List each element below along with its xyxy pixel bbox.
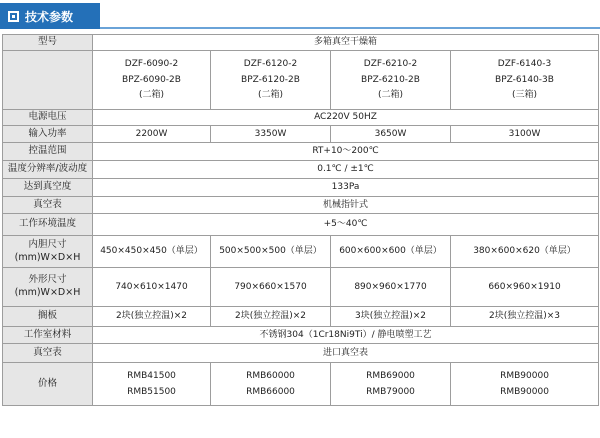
price-value: RMB51500: [127, 386, 176, 397]
inner-size-value: 450×450×450（单层）: [93, 236, 211, 268]
inner-size-unit: (mm)W×D×H: [14, 251, 81, 263]
power-supply-value: AC220V 50HZ: [93, 110, 599, 126]
vacuum-gauge-label: 真空表: [3, 197, 93, 214]
shelves-value: 3块(独立控温)×2: [331, 307, 451, 327]
table-row-shelves: [3, 307, 599, 327]
input-power-value: 3650W: [331, 126, 451, 143]
price-value: RMB69000: [366, 371, 415, 382]
price-value: RMB66000: [246, 386, 295, 397]
table-row-model-codes: [3, 51, 599, 110]
temp-resolution-value: 0.1℃ / ±1℃: [93, 161, 599, 179]
model-code: DZF-6210-2: [363, 59, 418, 70]
price-value: RMB90000: [500, 386, 549, 397]
shelves-value: 2块(独立控温)×2: [211, 307, 331, 327]
model-boxes: (三箱): [511, 90, 538, 101]
outer-size-value: 890×960×1770: [331, 268, 451, 307]
model-label: 型号: [3, 35, 93, 51]
price-label: 价格: [3, 363, 93, 406]
price-value: RMB79000: [366, 386, 415, 397]
temp-range-value: RT+10～200℃: [93, 143, 599, 161]
inner-size-value: 500×500×500（单层）: [211, 236, 331, 268]
model-boxes: (二箱): [257, 90, 284, 101]
table-row-temp-resolution: [3, 161, 599, 179]
table-row-inner-size: [3, 236, 599, 268]
table-row-temp-range: [3, 143, 599, 161]
model-boxes: (二箱): [138, 90, 165, 101]
input-power-value: 3350W: [211, 126, 331, 143]
price-value: RMB90000: [500, 371, 549, 382]
vacuum-gauge-2-value: 进口真空表: [93, 344, 599, 363]
spec-table: [2, 34, 599, 406]
model-alt-code: BPZ-6120-2B: [241, 74, 300, 85]
outer-size-value: 790×660×1570: [211, 268, 331, 307]
inner-size-label-cell: [3, 236, 93, 268]
table-row-outer-size: [3, 268, 599, 307]
vacuum-degree-value: 133Pa: [93, 179, 599, 197]
section-header: [0, 3, 600, 29]
model-cell-3: [331, 51, 451, 110]
chamber-material-value: 不锈钢304（1Cr18Ni9Ti）/ 静电喷塑工艺: [93, 327, 599, 344]
table-row-model: [3, 35, 599, 51]
price-cell-2: [211, 363, 331, 406]
square-bullet-icon: [8, 11, 19, 22]
outer-size-value: 740×610×1470: [93, 268, 211, 307]
price-value: RMB60000: [246, 371, 295, 382]
price-cell-4: [451, 363, 599, 406]
model-alt-code: BPZ-6090-2B: [122, 74, 181, 85]
section-header-tab: [0, 3, 100, 29]
input-power-value: 2200W: [93, 126, 211, 143]
model-cell-1: [93, 51, 211, 110]
table-row-vacuum-degree: [3, 179, 599, 197]
price-cell-3: [331, 363, 451, 406]
vacuum-gauge-2-label: 真空表: [3, 344, 93, 363]
vacuum-degree-label: 达到真空度: [3, 179, 93, 197]
inner-size-value: 380×600×620（单层）: [451, 236, 599, 268]
vacuum-gauge-value: 机械指针式: [93, 197, 599, 214]
outer-size-label-cell: [3, 268, 93, 307]
ambient-temp-value: +5～40℃: [93, 214, 599, 236]
inner-size-label: 内胆尺寸: [28, 238, 67, 250]
model-code: DZF-6090-2: [124, 59, 179, 70]
product-name: 多箱真空干燥箱: [93, 35, 599, 51]
input-power-value: 3100W: [451, 126, 599, 143]
temp-resolution-label: 温度分辨率/波动度: [3, 161, 93, 179]
model-alt-code: BPZ-6140-3B: [495, 74, 554, 85]
price-value: RMB41500: [127, 371, 176, 382]
input-power-label: 输入功率: [3, 126, 93, 143]
outer-size-unit: (mm)W×D×H: [14, 287, 81, 298]
model-cell-4: [451, 51, 599, 110]
table-row-price: [3, 363, 599, 406]
model-code: DZF-6120-2: [243, 59, 298, 70]
outer-size-value: 660×960×1910: [451, 268, 599, 307]
model-codes-label: [3, 51, 93, 110]
model-code: DZF-6140-3: [497, 59, 552, 70]
shelves-label: 搁板: [3, 307, 93, 327]
ambient-temp-label: 工作环境温度: [3, 214, 93, 236]
table-row-vacuum-gauge-imported: [3, 344, 599, 363]
model-boxes: (二箱): [377, 90, 404, 101]
table-row-input-power: [3, 126, 599, 143]
chamber-material-label: 工作室材料: [3, 327, 93, 344]
inner-size-value: 600×600×600（单层）: [331, 236, 451, 268]
shelves-value: 2块(独立控温)×2: [93, 307, 211, 327]
section-title: 技术参数: [25, 9, 74, 24]
model-cell-2: [211, 51, 331, 110]
table-row-vacuum-gauge: [3, 197, 599, 214]
table-row-ambient-temp: [3, 214, 599, 236]
outer-size-label: 外形尺寸: [28, 274, 67, 286]
table-row-chamber-material: [3, 327, 599, 344]
price-cell-1: [93, 363, 211, 406]
shelves-value: 2块(独立控温)×3: [451, 307, 599, 327]
temp-range-label: 控温范围: [3, 143, 93, 161]
model-alt-code: BPZ-6210-2B: [361, 74, 420, 85]
power-supply-label: 电源电压: [3, 110, 93, 126]
table-row-power-supply: [3, 110, 599, 126]
